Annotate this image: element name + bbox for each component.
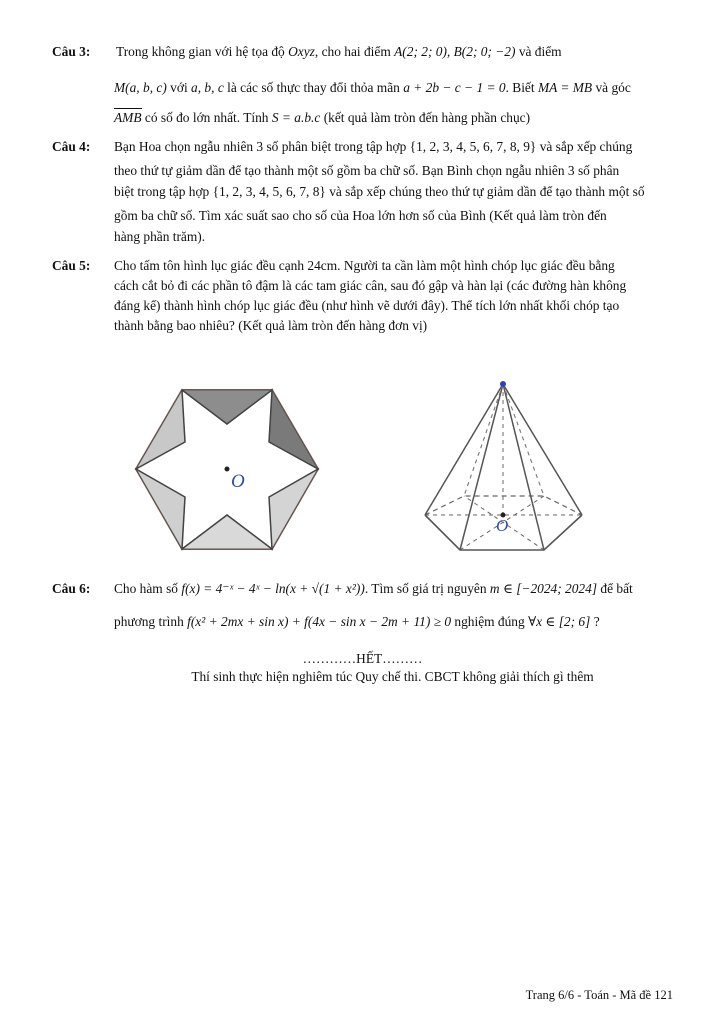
question-text-line: Cho hàm số f(x) = 4⁻ˣ − 4ˣ − ln(x + √(1 + x²)). Tìm số giá trị nguyên m ∈ [−2024; 2024] để bất	[114, 581, 633, 596]
question-text-line: theo thứ tự giảm dần để tạo thành một số gồm ba chữ số. Bạn Bình chọn ngẫu nhiên 3 số phân	[114, 163, 620, 178]
apex-point	[500, 381, 506, 387]
angle-notation: AMB	[114, 110, 142, 125]
lateral-edge	[503, 384, 544, 550]
page-footer: Trang 6/6 - Toán - Mã đề 121	[525, 988, 673, 1002]
question-text-line: cách cắt bỏ đi các phần tô đậm là các tam giác cân, sau đó gập và hàn lại (các đường hàn không	[114, 278, 627, 293]
question-label: Câu 5:	[52, 258, 91, 273]
lateral-edge	[425, 384, 503, 515]
question-label: Câu 4:	[52, 139, 91, 154]
question-text-line: biệt trong tập hợp {1, 2, 3, 4, 5, 6, 7, 8} và sắp xếp chúng theo thứ tự giảm dần để tạo thành một số	[114, 184, 645, 199]
question-text-line: đáng kể) thành hình chóp lục giác đều (như hình vẽ dưới đây). Thể tích lớn nhất khối chóp tạo	[114, 298, 620, 313]
exam-note: Thí sinh thực hiện nghiêm túc Quy chế thi. CBCT không giải thích gì thêm	[191, 669, 594, 684]
question-text-line: thành bằng bao nhiêu? (Kết quả làm tròn đến hàng đơn vị)	[114, 318, 428, 333]
lateral-edge	[503, 384, 582, 515]
hexagonal-pyramid-figure	[420, 378, 595, 558]
question-text-line: Trong không gian với hệ tọa độ Oxyz, cho hai điểm A(2; 2; 0), B(2; 0; −2) và điểm	[116, 44, 562, 59]
question-text-line: Bạn Hoa chọn ngẫu nhiên 3 số phân biệt trong tập hợp {1, 2, 3, 4, 5, 6, 7, 8, 9} và sắp xếp chúng	[114, 139, 633, 154]
question-label: Câu 6:	[52, 581, 91, 596]
question-text-line: AMB có số đo lớn nhất. Tính S = a.b.c (kết quả làm tròn đến hàng phần chục)	[114, 110, 531, 125]
question-text-line: phương trình f(x² + 2mx + sin x) + f(4x − sin x − 2m + 11) ≥ 0 nghiệm đúng ∀x ∈ [2; 6] ?	[114, 614, 600, 629]
end-marker: …………HẾT………	[302, 651, 423, 666]
question-text-line: Cho tấm tôn hình lục giác đều cạnh 24cm. Người ta cần làm một hình chóp lục giác đều bằng	[114, 258, 615, 273]
hexagon-net-figure	[130, 385, 325, 557]
center-label: O	[496, 516, 509, 535]
question-text-line: gồm ba chữ số. Tìm xác suất sao cho số của Hoa lớn hơn số của Bình (Kết quả làm tròn đến	[114, 208, 607, 223]
lateral-edge-hidden	[503, 384, 544, 496]
question-text-line: hàng phần trăm).	[114, 229, 206, 244]
question-text-line: M(a, b, c) với a, b, c là các số thực thay đổi thỏa mãn a + 2b − c − 1 = 0. Biết MA = MB và góc	[114, 80, 631, 95]
center-label: O	[231, 471, 245, 492]
center-point	[225, 467, 230, 472]
question-label: Câu 3:	[52, 44, 91, 59]
